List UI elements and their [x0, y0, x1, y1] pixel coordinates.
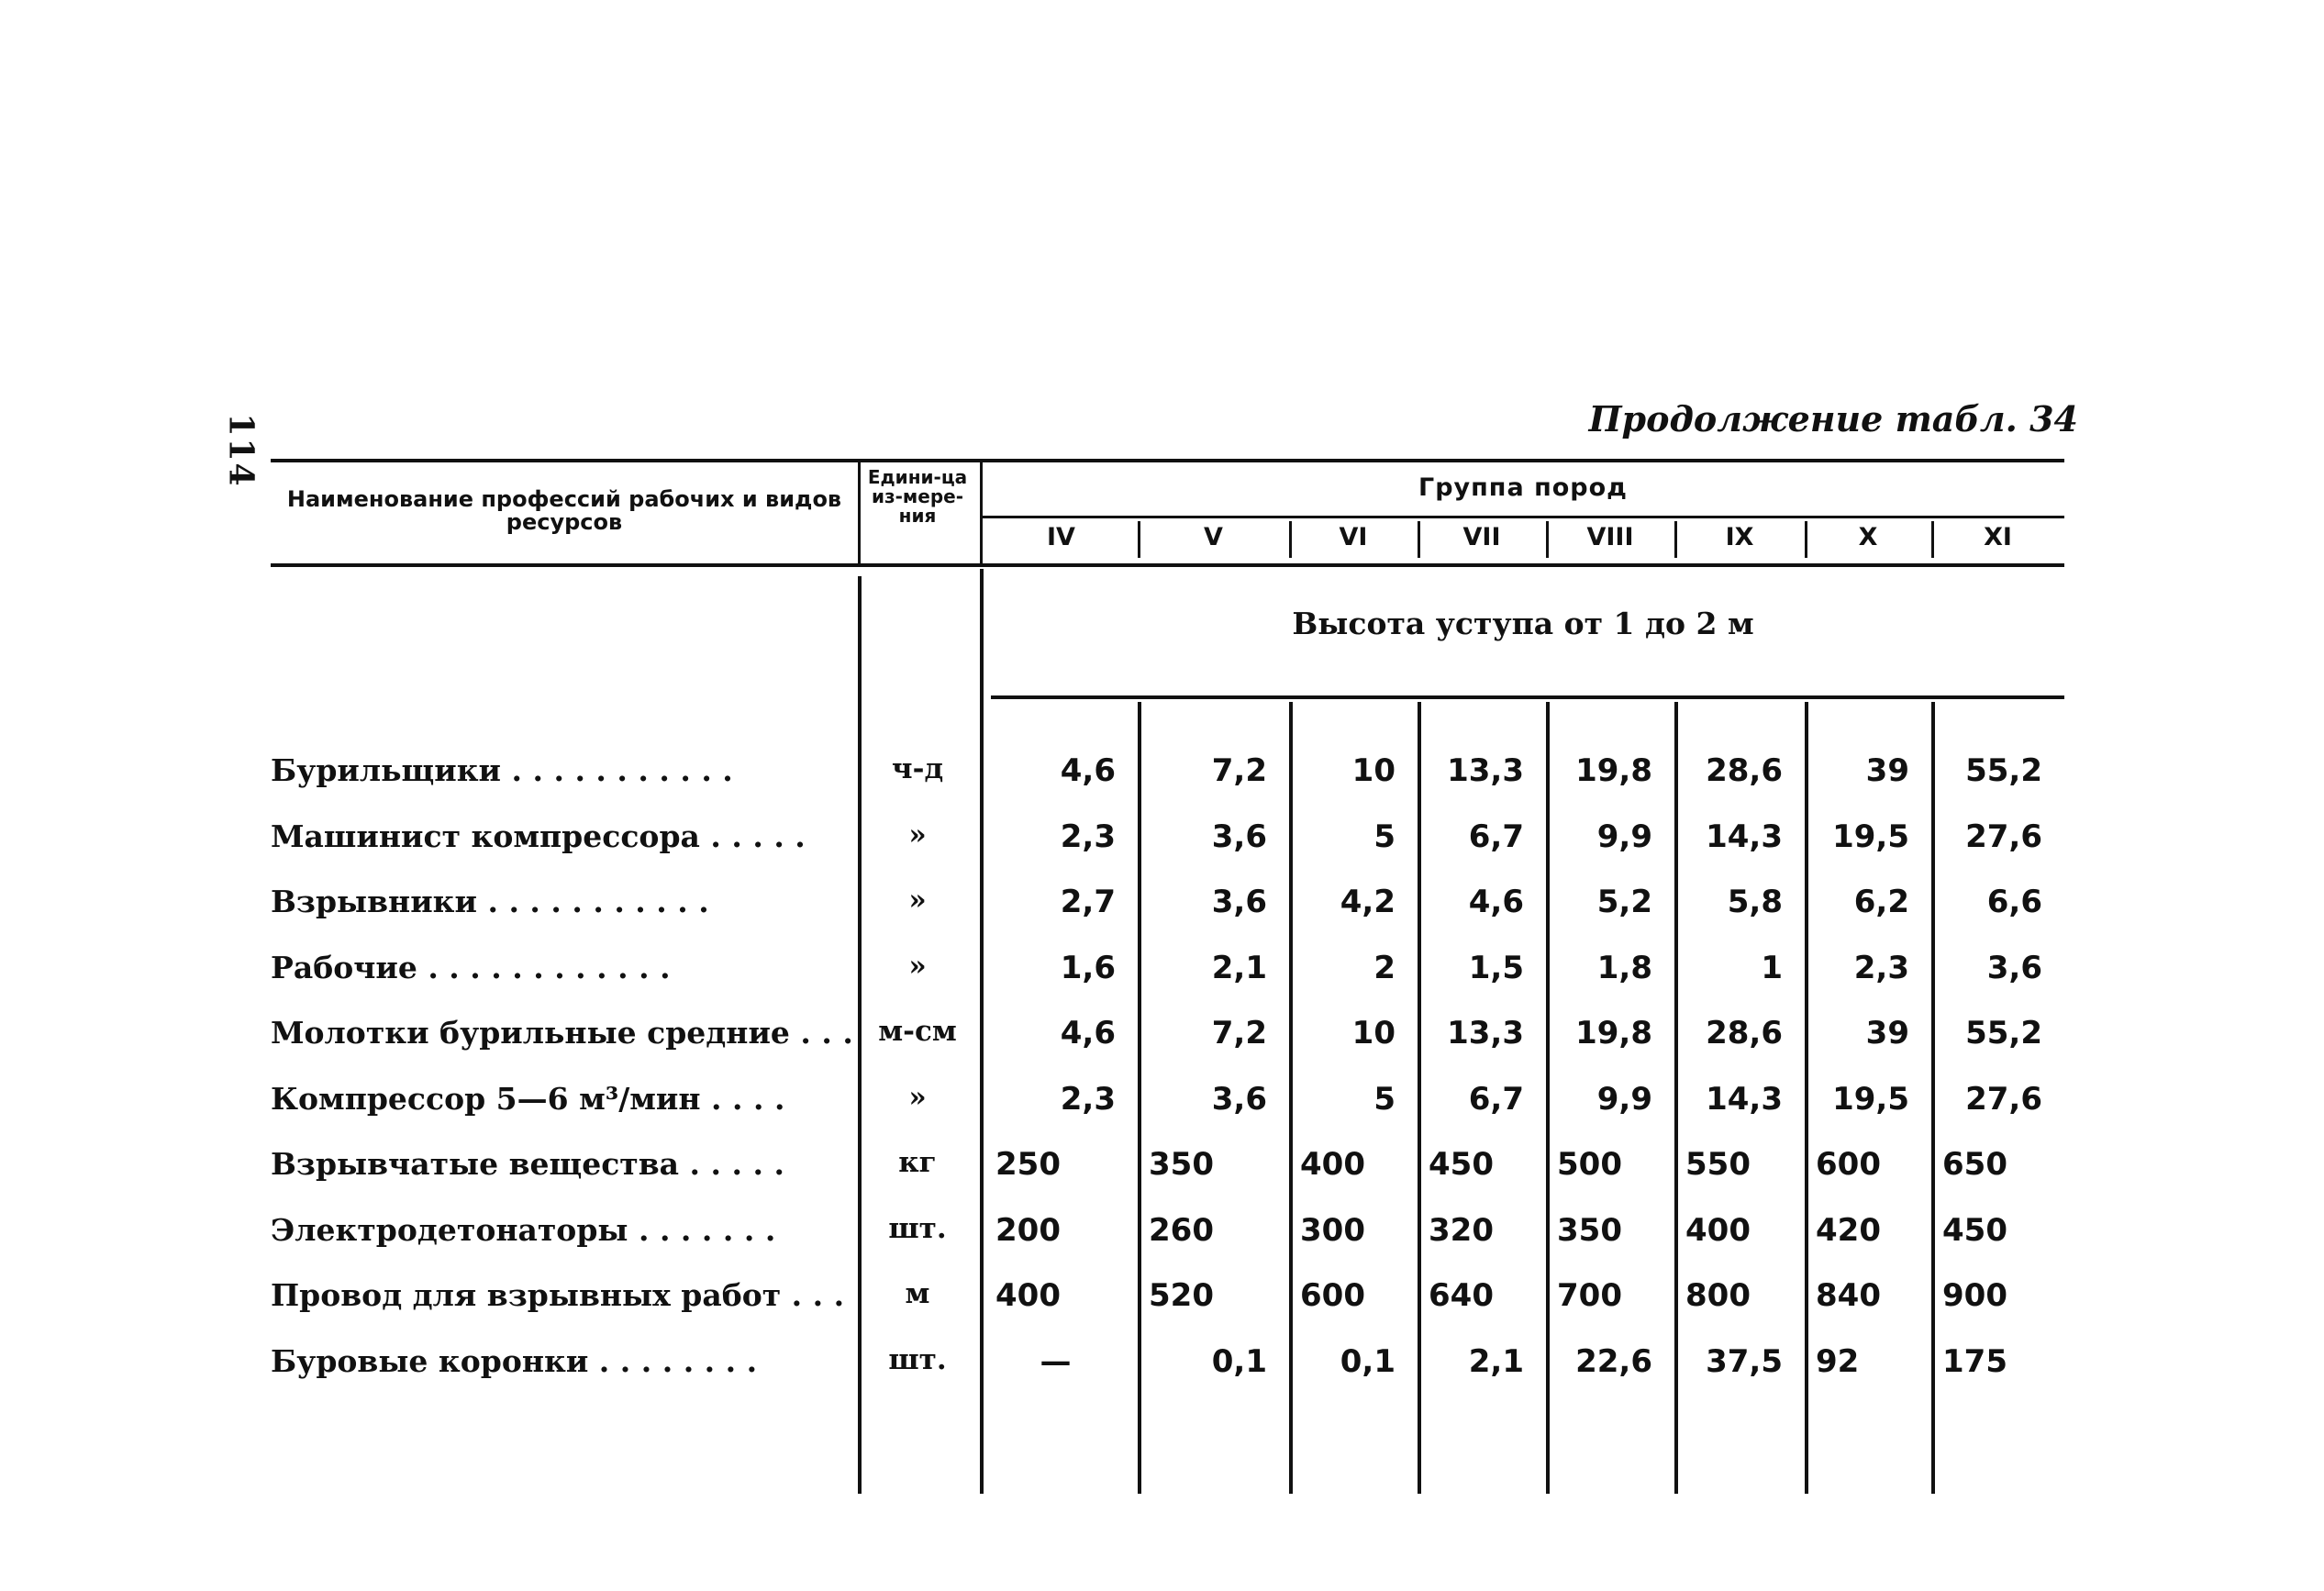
table-cell: 55,2: [1965, 752, 2042, 789]
row-name: Взрывники . . . . . . . . . . .: [271, 884, 709, 919]
table-row: [271, 884, 2064, 939]
row-name: Взрывчатые вещества . . . . .: [271, 1146, 784, 1182]
table-cell: 3,6: [1211, 818, 1267, 855]
table-cell: 350: [1149, 1146, 1214, 1183]
table-cell: 2,1: [1468, 1342, 1524, 1380]
page-number: 114: [221, 413, 261, 488]
table-cell: 175: [1942, 1342, 2007, 1380]
header-group-1: V: [1204, 523, 1223, 551]
row-name: Машинист компрессора . . . . .: [271, 818, 806, 854]
header-separator: [1138, 521, 1140, 558]
table-cell: 250: [995, 1146, 1061, 1183]
row-name: Электродетонаторы . . . . . . .: [271, 1211, 776, 1248]
table-cell: 19,5: [1832, 1080, 1909, 1118]
row-unit: ч-д: [891, 752, 944, 785]
table-cell: 92: [1816, 1342, 1860, 1380]
table-cell: 9,9: [1596, 818, 1652, 855]
top-rule: [271, 459, 2064, 462]
table-cell: 800: [1685, 1277, 1751, 1314]
header-group-0: IV: [1047, 523, 1075, 551]
table-cell: 400: [995, 1277, 1061, 1314]
table-cell: 550: [1685, 1146, 1751, 1183]
table-cell: 200: [995, 1211, 1061, 1249]
table-cell: 27,6: [1965, 1080, 2042, 1118]
table-cell: 5: [1373, 818, 1396, 855]
header-group-4: VIII: [1586, 523, 1634, 551]
table-row: [271, 1343, 2064, 1398]
table-cell: 13,3: [1447, 1015, 1524, 1051]
row-unit: »: [908, 818, 927, 851]
row-name: Провод для взрывных работ . . .: [271, 1277, 845, 1313]
header-separator: [1418, 521, 1420, 558]
table-row: [271, 1015, 2064, 1070]
header-group-6: X: [1858, 523, 1878, 551]
section-title: Высота уступа от 1 до 2 м: [1292, 606, 1754, 641]
header-group-title: Группа пород: [1418, 473, 1628, 502]
table-cell: 3,6: [1211, 884, 1267, 920]
header-separator: [1805, 521, 1807, 558]
table-cell: 28,6: [1706, 752, 1783, 789]
table-cell: 2,3: [1853, 949, 1909, 986]
table-cell: 320: [1429, 1211, 1494, 1249]
header-vline-group: [980, 462, 983, 563]
table-cell: 6,7: [1468, 1080, 1524, 1118]
header-separator: [1289, 521, 1292, 558]
table-cell: 10: [1351, 752, 1396, 789]
table-cell: 6,6: [1986, 884, 2042, 920]
table-cell: 640: [1429, 1277, 1494, 1314]
table-cell: 450: [1429, 1146, 1494, 1183]
table-cell: 600: [1300, 1277, 1365, 1314]
table-cell: 5,8: [1727, 884, 1783, 920]
table-cell: 13,3: [1447, 752, 1524, 789]
header-unit-column: Едини-ца из-мере-ния: [867, 466, 968, 527]
resources-table: [271, 459, 2064, 1496]
table-cell: —: [1040, 1342, 1072, 1380]
row-unit: »: [908, 949, 927, 983]
table-cell: 1,6: [1060, 949, 1116, 986]
table-cell: 39: [1865, 1015, 1909, 1051]
table-cell: 4,6: [1060, 752, 1116, 789]
table-cell: 19,5: [1832, 818, 1909, 855]
table-cell: 27,6: [1965, 818, 2042, 855]
row-unit: м: [905, 1277, 930, 1310]
table-cell: 400: [1685, 1211, 1751, 1249]
table-row: [271, 1146, 2064, 1201]
table-cell: 39: [1865, 752, 1909, 789]
row-name: Молотки бурильные средние . . .: [271, 1015, 853, 1051]
table-cell: 9,9: [1596, 1080, 1652, 1118]
table-cell: 900: [1942, 1277, 2007, 1314]
table-cell: 420: [1816, 1211, 1881, 1249]
group-rule: [982, 516, 2064, 518]
header-group-5: IX: [1725, 523, 1754, 551]
table-cell: 28,6: [1706, 1015, 1783, 1051]
table-cell: 5,2: [1596, 884, 1652, 920]
table-cell: 700: [1557, 1277, 1622, 1314]
table-cell: 19,8: [1575, 1015, 1652, 1051]
table-cell: 19,8: [1575, 752, 1652, 789]
row-unit: »: [908, 1080, 927, 1114]
table-cell: 350: [1557, 1211, 1622, 1249]
table-cell: 3,6: [1986, 949, 2042, 986]
table-cell: 500: [1557, 1146, 1622, 1183]
table-cell: 14,3: [1706, 1080, 1783, 1118]
table-cell: 14,3: [1706, 818, 1783, 855]
table-cell: 2,7: [1060, 884, 1116, 920]
row-name: Буровые коронки . . . . . . . .: [271, 1342, 758, 1379]
table-cell: 4,6: [1060, 1015, 1116, 1051]
table-cell: 2,1: [1211, 949, 1267, 986]
row-unit: шт.: [888, 1211, 947, 1245]
table-cell: 37,5: [1706, 1342, 1783, 1380]
table-cell: 6,7: [1468, 818, 1524, 855]
table-row: [271, 950, 2064, 1005]
header-separator: [1546, 521, 1549, 558]
table-cell: 10: [1351, 1015, 1396, 1051]
table-cell: 840: [1816, 1277, 1881, 1314]
row-name: Рабочие . . . . . . . . . . . .: [271, 949, 671, 985]
header-group-7: XI: [1984, 523, 2012, 551]
table-cell: 300: [1300, 1211, 1365, 1249]
row-name: Бурильщики . . . . . . . . . . .: [271, 752, 733, 788]
table-cell: 600: [1816, 1146, 1881, 1183]
header-group-2: VI: [1339, 523, 1368, 551]
header-name-column: Наименование профессий рабочих и видов ресурсов: [286, 486, 842, 536]
header-separator: [1674, 521, 1677, 558]
table-cell: 3,6: [1211, 1080, 1267, 1118]
row-unit: шт.: [888, 1342, 947, 1376]
row-unit: кг: [898, 1146, 937, 1179]
table-cell: 2,3: [1060, 818, 1116, 855]
table-cell: 55,2: [1965, 1015, 2042, 1051]
table-cell: 2,3: [1060, 1080, 1116, 1118]
continuation-label: Продолжение табл. 34: [1588, 398, 2078, 439]
row-unit: м-см: [878, 1015, 957, 1048]
section-rule: [991, 695, 2064, 699]
table-cell: 22,6: [1575, 1342, 1652, 1380]
table-cell: 520: [1149, 1277, 1214, 1314]
table-row: [271, 752, 2064, 807]
table-cell: 400: [1300, 1146, 1365, 1183]
table-cell: 450: [1942, 1211, 2007, 1249]
table-cell: 1,8: [1596, 949, 1652, 986]
table-cell: 5: [1373, 1080, 1396, 1118]
table-cell: 0,1: [1211, 1342, 1267, 1380]
table-cell: 7,2: [1211, 752, 1267, 789]
table-cell: 1,5: [1468, 949, 1524, 986]
table-cell: 4,2: [1340, 884, 1396, 920]
header-group-3: VII: [1462, 523, 1501, 551]
row-unit: »: [908, 884, 927, 917]
table-row: [271, 818, 2064, 873]
table-cell: 7,2: [1211, 1015, 1267, 1051]
table-cell: 260: [1149, 1211, 1214, 1249]
row-name: Компрессор 5—6 м³/мин . . . .: [271, 1080, 785, 1117]
table-row: [271, 1212, 2064, 1267]
table-cell: 6,2: [1853, 884, 1909, 920]
header-separator: [1931, 521, 1934, 558]
table-cell: 1: [1761, 949, 1783, 986]
table-cell: 650: [1942, 1146, 2007, 1183]
header-vline-unit: [858, 462, 861, 563]
table-row: [271, 1277, 2064, 1332]
table-cell: 4,6: [1468, 884, 1524, 920]
header-bottom-rule: [271, 563, 2064, 567]
table-cell: 2: [1373, 949, 1396, 986]
table-cell: 0,1: [1340, 1342, 1396, 1380]
table-row: [271, 1081, 2064, 1136]
